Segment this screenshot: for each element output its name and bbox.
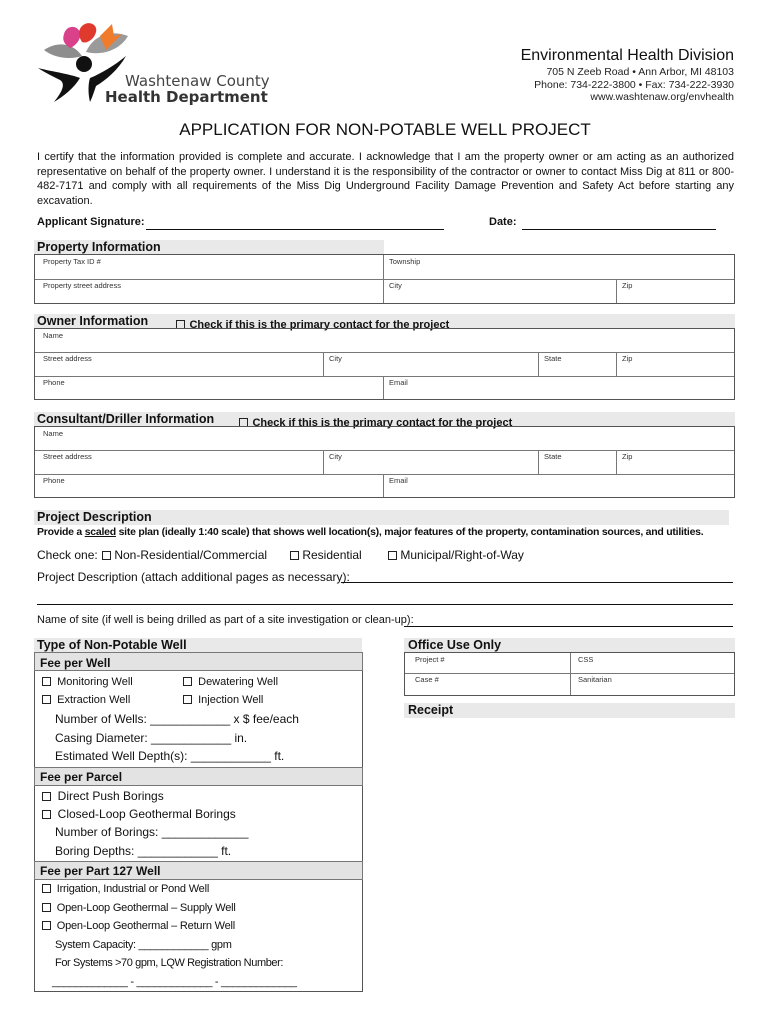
date-label: Date: [489,216,517,228]
property-table [34,254,735,304]
division-title: Environmental Health Division [520,47,734,64]
open-loop-return-checkbox[interactable] [42,920,235,932]
office-use-table [404,652,735,696]
project-section-title: Project Description [37,510,152,524]
dewatering-well-label: Dewatering Well [198,676,279,688]
closed-loop-label: Closed-Loop Geothermal Borings [57,807,236,821]
project-description-line-2[interactable] [37,604,733,605]
date-line[interactable] [522,229,716,230]
sanitarian-field[interactable]: Sanitarian [578,675,612,684]
county-name: Washtenaw County [125,72,270,90]
consultant-street-field[interactable]: Street address [43,452,92,461]
monitoring-well-checkbox[interactable] [42,676,133,688]
owner-primary-contact-label: Check if this is the primary contact for the project [189,319,450,331]
consultant-city-field[interactable]: City [329,452,342,461]
residential-checkbox[interactable] [290,548,362,562]
injection-well-label: Injection Well [198,694,264,706]
property-tax-id-field[interactable]: Property Tax ID # [43,257,101,266]
consultant-zip-field[interactable]: Zip [622,452,633,461]
owner-city-field[interactable]: City [329,354,342,363]
open-loop-supply-label: Open-Loop Geothermal – Supply Well [56,902,236,914]
fee-parcel-title: Fee per Parcel [40,770,123,784]
irrigation-checkbox[interactable] [42,883,209,895]
lqw-registration-field[interactable]: _____________ - _____________ - _____________ [52,976,297,988]
site-plan-instruction [37,526,703,538]
lqw-registration-label: For Systems >70 gpm, LQW Registration Number: [55,957,284,969]
consultant-email-field[interactable]: Email [389,476,408,485]
project-number-field[interactable]: Project # [415,655,445,664]
division-address: 705 N Zeeb Road • Ann Arbor, MI 48103 [546,66,734,78]
signature-line[interactable] [146,229,444,230]
consultant-section-title: Consultant/Driller Information [37,412,215,426]
page-title: APPLICATION FOR NON-POTABLE WELL PROJECT [179,120,591,139]
open-loop-supply-checkbox[interactable] [42,902,236,914]
number-of-wells-field[interactable]: Number of Wells: ____________ x $ fee/each [55,712,299,726]
consultant-state-field[interactable]: State [544,452,562,461]
open-loop-return-label: Open-Loop Geothermal – Return Well [56,920,235,932]
direct-push-checkbox[interactable] [42,789,164,803]
department-name: Health Department [105,88,268,106]
instruction-scaled: scaled [84,526,116,538]
extraction-well-checkbox[interactable] [42,694,130,706]
irrigation-label: Irrigation, Industrial or Pond Well [56,883,210,895]
property-city-field[interactable]: City [389,281,402,290]
dewatering-well-checkbox[interactable] [183,676,278,688]
residential-label: Residential [302,548,362,562]
instruction-pre: Provide a [37,526,85,538]
boring-depths-field[interactable]: Boring Depths: ____________ ft. [55,844,232,858]
css-field[interactable]: CSS [578,655,594,664]
division-phone-fax: Phone: 734-222-3800 • Fax: 734-222-3930 [534,79,734,91]
municipal-checkbox[interactable] [388,548,524,562]
owner-name-field[interactable]: Name [43,331,64,340]
receipt-title: Receipt [408,703,454,717]
instruction-post: site plan (ideally 1:40 scale) that shows well location(s), major features of the property, contamination sources, and utilities. [115,526,704,538]
non-residential-checkbox[interactable] [102,548,267,562]
property-street-field[interactable]: Property street address [43,281,121,290]
property-zip-field[interactable]: Zip [622,281,633,290]
system-capacity-field[interactable]: System Capacity: ____________ gpm [55,939,232,951]
property-section-title: Property Information [37,240,161,254]
division-website: www.washtenaw.org/envhealth [590,91,734,103]
site-name-line[interactable] [404,626,733,627]
office-use-title: Office Use Only [408,638,502,652]
casing-diameter-field[interactable]: Casing Diameter: ____________ in. [55,731,248,745]
certification-text: I certify that the information provided is complete and accurate. I acknowledge that I am the property owner or am acting as an authorized representative on behalf of the property owner. I understand it is the responsibility of the contractor or owner to contact Miss Dig at 811 or 800-482-7171 and comply with all requirements of the Miss Dig Underground Facility Damage Prevention and Safety Act before starting any excavation. [37,151,734,207]
owner-street-field[interactable]: Street address [43,354,92,363]
receipt-band [404,703,735,718]
monitoring-well-label: Monitoring Well [57,676,133,688]
township-field[interactable]: Township [389,257,421,266]
consultant-phone-field[interactable]: Phone [43,476,65,485]
number-of-borings-field[interactable]: Number of Borings: _____________ [55,825,249,839]
injection-well-checkbox[interactable] [183,694,263,706]
owner-phone-field[interactable]: Phone [43,378,65,387]
extraction-well-label: Extraction Well [57,694,131,706]
direct-push-label: Direct Push Borings [57,789,164,803]
owner-zip-field[interactable]: Zip [622,354,633,363]
owner-state-field[interactable]: State [544,354,562,363]
non-residential-label: Non-Residential/Commercial [114,548,268,562]
fee-well-title: Fee per Well [40,656,111,670]
owner-table [34,328,735,400]
consultant-primary-contact-label: Check if this is the primary contact for the project [252,417,513,429]
municipal-label: Municipal/Right-of-Way [400,548,524,562]
check-one-label: Check one: [37,548,98,562]
consultant-name-field[interactable]: Name [43,429,64,438]
case-number-field[interactable]: Case # [415,675,439,684]
project-description-line-1[interactable] [341,582,733,583]
well-depth-field[interactable]: Estimated Well Depth(s): ____________ ft. [55,749,285,763]
well-type-title: Type of Non-Potable Well [37,638,187,652]
fee-127-title: Fee per Part 127 Well [40,864,161,878]
project-description-label: Project Description (attach additional pages as necessary): [37,570,350,584]
site-name-label: Name of site (if well is being drilled as part of a site investigation or clean-up): [37,614,414,626]
owner-section-title: Owner Information [37,314,149,328]
signature-label: Applicant Signature: [37,216,145,228]
closed-loop-checkbox[interactable] [42,807,236,821]
owner-email-field[interactable]: Email [389,378,408,387]
consultant-table [34,426,735,498]
